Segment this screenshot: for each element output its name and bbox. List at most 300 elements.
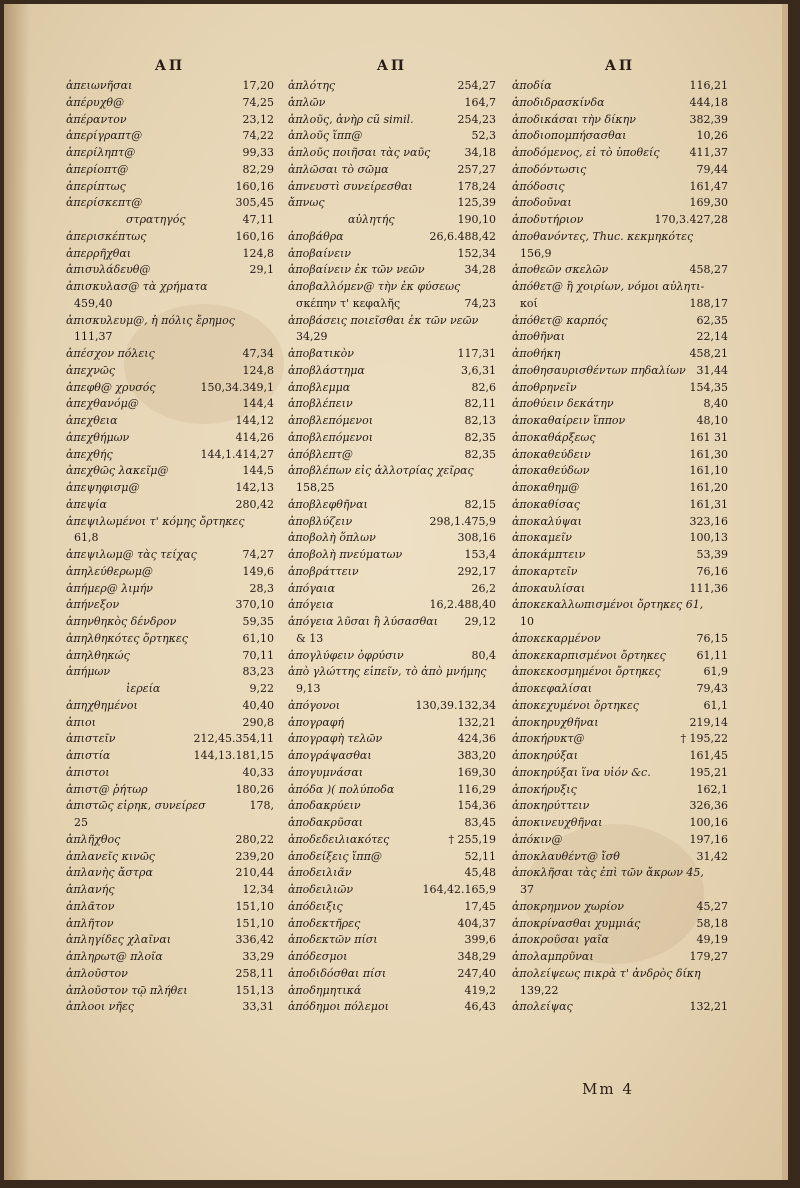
- index-entry: [288, 463, 496, 480]
- entry-reference: 83,45: [464, 816, 496, 829]
- index-entry: [512, 648, 728, 665]
- entry-term: 37: [520, 883, 534, 896]
- column-header: ΑΠ: [604, 58, 636, 74]
- index-entry: [288, 832, 496, 849]
- entry-term: ἀποκάμπτειν: [512, 548, 586, 561]
- index-entry: [288, 815, 496, 832]
- entry-reference: 154,35: [689, 380, 728, 394]
- index-entry: [288, 262, 496, 279]
- entry-term: ἀπόγεια: [288, 598, 334, 612]
- index-entry: [288, 179, 496, 196]
- entry-reference: 399,6: [464, 933, 496, 947]
- entry-reference: 383,20: [457, 749, 496, 762]
- entry-reference: 79,44: [696, 162, 728, 176]
- index-entry: [288, 748, 496, 765]
- index-entry: [512, 999, 728, 1016]
- entry-term: ἀπόγεια λῦσαι ἢ λύσασθαι: [288, 615, 438, 628]
- index-entry: [66, 748, 274, 765]
- entry-term: ἀπολείψεως πικρὰ τ' ἀνδρὸς δίκη: [512, 966, 701, 980]
- index-entry: [288, 162, 496, 179]
- entry-term: ἀποδία: [512, 79, 552, 92]
- entry-reference: 74,25: [242, 95, 274, 109]
- entry-reference: 116,21: [689, 79, 728, 92]
- index-entry: [288, 363, 496, 380]
- entry-term: ἀπισκυλευμ@, ἡ πόλις ἔρημος: [66, 313, 235, 327]
- entry-term: ἀποκαθημ@: [512, 481, 580, 494]
- index-entry: [288, 530, 496, 547]
- signature-mark: Mm 4: [582, 1080, 634, 1098]
- entry-reference: 40,40: [242, 698, 274, 712]
- index-entry: [66, 916, 274, 933]
- entry-term: ἀπειωνῆσαι: [66, 79, 133, 92]
- entry-reference: 161,20: [689, 481, 728, 494]
- entry-term: ἀπερίοπτ@: [66, 162, 129, 176]
- entry-term: ἀπιστία: [66, 749, 111, 762]
- index-entry: [66, 246, 274, 263]
- entry-reference: 258,11: [235, 966, 274, 980]
- index-entry: [288, 413, 496, 430]
- entry-reference: 179,27: [689, 950, 728, 963]
- index-entry: [512, 212, 728, 229]
- index-entry: [288, 664, 496, 681]
- entry-term: ἀπερίπτως: [66, 179, 126, 193]
- entry-term: ἀποκαυλίσαι: [512, 581, 586, 595]
- index-entry: [512, 748, 728, 765]
- entry-reference: 17,45: [464, 899, 496, 913]
- entry-term: ἀπόδοσις: [512, 179, 565, 193]
- entry-reference: 180,26: [235, 782, 274, 796]
- index-entry: [512, 195, 728, 212]
- entry-reference: 336,42: [235, 933, 274, 947]
- index-entry: [288, 128, 496, 145]
- entry-term: ἀποκεκαρπισμένοι ὄρτηκες: [512, 648, 666, 662]
- entry-reference: 144,12: [235, 414, 274, 427]
- entry-reference: † 195,22: [680, 732, 728, 746]
- entry-reference: 254,23: [457, 112, 496, 126]
- entry-term: ἀπόγονοι: [288, 698, 341, 712]
- entry-reference: 59,35: [242, 615, 274, 628]
- index-entry: [288, 396, 496, 413]
- entry-term: ἀπιστοι: [66, 765, 110, 779]
- index-entry: [288, 597, 496, 614]
- entry-list: [66, 78, 274, 1016]
- index-entry: [512, 849, 728, 866]
- index-entry: [66, 380, 274, 397]
- entry-term: ἀποβλύζειν: [288, 514, 353, 528]
- entry-term: ἀποβολὴ πνεύματων: [288, 548, 403, 561]
- index-entry: [288, 983, 496, 1000]
- entry-term: ἀπόγαια: [288, 581, 336, 595]
- entry-reference: 151,13: [235, 983, 274, 997]
- index-entry: [512, 497, 728, 514]
- entry-term: ἀποδακρύειν: [288, 799, 361, 813]
- index-entry: [288, 999, 496, 1016]
- entry-term: ἀπλῶσαι τὸ σῶμα: [288, 162, 389, 176]
- entry-term: ἀπὸ γλώττης εἰπεῖν, τὸ ἀπὸ μνήμης: [288, 665, 487, 679]
- index-entry: [66, 329, 274, 346]
- entry-term: ἀπεψία: [66, 497, 107, 511]
- index-entry: [66, 162, 274, 179]
- index-entry: [512, 698, 728, 715]
- entry-reference: 46,43: [464, 1000, 496, 1014]
- entry-reference: 419,2: [464, 983, 496, 997]
- entry-reference: 82,13: [464, 414, 496, 427]
- entry-term: ἀποδεκτῆρες: [288, 916, 361, 930]
- entry-term: 156,9: [520, 246, 552, 260]
- index-entry: [288, 329, 496, 346]
- entry-reference: 47,11: [242, 213, 274, 226]
- entry-term: ἀποδακρῦσαι: [288, 816, 363, 829]
- entry-reference: 125,39: [457, 196, 496, 210]
- entry-term: ἀποθρηνεῖν: [512, 380, 577, 394]
- index-entry: [512, 949, 728, 966]
- entry-term: ἀποβλέπων εἰς ἀλλοτρίας χεῖρας: [288, 464, 474, 478]
- index-entry: [66, 128, 274, 145]
- index-entry: [512, 530, 728, 547]
- index-column-2: [288, 56, 496, 1016]
- entry-reference: 144,1.414,27: [200, 447, 274, 461]
- entry-term: ἀπλοῦς, ἀνὴρ cũ simil.: [288, 112, 414, 126]
- entry-term: ἀποκεκαρμένον: [512, 631, 601, 645]
- entry-term: ἀποκαρτεῖν: [512, 564, 578, 578]
- entry-reference: 326,36: [689, 799, 728, 813]
- entry-term: ἀπέσχον πόλεις: [66, 347, 155, 360]
- entry-term: ἀποβολὴ ὅπλων: [288, 531, 376, 545]
- entry-term: ἀποκεκαλλωπισμένοι ὄρτηκες 61,: [512, 598, 704, 612]
- entry-reference: 45,27: [696, 899, 728, 913]
- entry-term: ἀπήμων: [66, 665, 111, 679]
- index-entry: [512, 396, 728, 413]
- entry-term: ἀποβράττειν: [288, 564, 359, 578]
- entry-list: [288, 78, 496, 1016]
- entry-term: ἀπεψηφισμ@: [66, 481, 140, 494]
- entry-term: ἀποδόμενος, εἰ τὸ ὑποθείς: [512, 146, 660, 159]
- entry-reference: 45,48: [464, 866, 496, 880]
- entry-reference: 34,28: [464, 263, 496, 277]
- entry-reference: 99,33: [242, 146, 274, 159]
- entry-reference: 169,30: [689, 196, 728, 210]
- index-entry: [66, 497, 274, 514]
- entry-reference: 308,16: [457, 531, 496, 545]
- index-entry: [288, 480, 496, 497]
- entry-reference: 414,26: [235, 430, 274, 444]
- index-entry: [66, 664, 274, 681]
- entry-term: ἀποδικάσαι τὴν δίκην: [512, 112, 636, 126]
- entry-term: ἀπηλθηκότες ὄρτηκες: [66, 631, 188, 645]
- index-entry: [512, 346, 728, 363]
- entry-term: ἀποκεφαλίσαι: [512, 682, 593, 695]
- index-entry: [66, 564, 274, 581]
- entry-term: ἀποκροῦσαι γαῖα: [512, 933, 609, 947]
- index-entry: [66, 782, 274, 799]
- entry-reference: 33,29: [242, 950, 274, 963]
- entry-reference: 219,14: [689, 715, 728, 729]
- entry-term: ἀπλοῦστον: [66, 966, 128, 980]
- index-entry: [66, 882, 274, 899]
- index-entry: [66, 145, 274, 162]
- index-entry: [66, 279, 274, 296]
- entry-reference: 150,34.349,1: [200, 380, 274, 394]
- index-entry: [288, 78, 496, 95]
- index-entry: [288, 715, 496, 732]
- index-entry: [288, 899, 496, 916]
- entry-reference: 80,4: [471, 648, 496, 662]
- entry-list: [512, 78, 728, 1016]
- entry-reference: 411,37: [689, 146, 728, 159]
- entry-term: ἀπλῆτον: [66, 916, 114, 930]
- entry-reference: 190,10: [457, 213, 496, 226]
- entry-term: ἀποδόντωσις: [512, 162, 587, 176]
- index-entry: [66, 363, 274, 380]
- index-entry: [512, 463, 728, 480]
- entry-term: ἀπλᾶτον: [66, 899, 115, 913]
- entry-reference: 33,31: [242, 1000, 274, 1014]
- entry-reference: 61,9: [703, 665, 728, 679]
- index-entry: [288, 380, 496, 397]
- entry-reference: 160,16: [235, 179, 274, 193]
- index-entry: [66, 731, 274, 748]
- entry-reference: 83,23: [242, 665, 274, 679]
- index-entry: [66, 949, 274, 966]
- entry-term: ἀπεφθ@ χρυσός: [66, 380, 156, 394]
- entry-term: ἀπόδα )( πολύποδα: [288, 782, 395, 796]
- entry-reference: 161,45: [689, 749, 728, 762]
- entry-term: κοί: [520, 296, 538, 310]
- index-entry: [66, 798, 274, 815]
- index-entry: [512, 279, 728, 296]
- entry-reference: 132,21: [457, 715, 496, 729]
- entry-reference: 82,29: [242, 162, 274, 176]
- entry-term: ἀποκηρυχθῆναι: [512, 715, 599, 729]
- index-entry: [288, 798, 496, 815]
- entry-term: ἀποκλαυθέντ@ ἴσθ: [512, 849, 620, 863]
- entry-term: ἀπηλθηκώς: [66, 648, 130, 662]
- entry-term: ἀποδείξεις ἵππ@: [288, 849, 382, 863]
- entry-reference: 8,40: [703, 397, 728, 411]
- index-entry: [512, 782, 728, 799]
- entry-reference: 9,22: [249, 682, 274, 695]
- index-entry: [66, 698, 274, 715]
- entry-term: ἀποδιδρασκίνδα: [512, 95, 605, 109]
- column-header: ΑΠ: [376, 58, 408, 74]
- index-entry: [66, 648, 274, 665]
- entry-reference: 153,4: [464, 548, 496, 561]
- entry-reference: 149,6: [242, 564, 274, 578]
- index-entry: [66, 430, 274, 447]
- entry-term: ἀποκαθάρξεως: [512, 430, 596, 444]
- entry-term: ἀποβλεπόμενοι: [288, 414, 374, 427]
- index-entry: [66, 262, 274, 279]
- entry-term: ἀπόδημοι πόλεμοι: [288, 1000, 389, 1014]
- index-entry: [288, 865, 496, 882]
- entry-reference: 40,33: [242, 765, 274, 779]
- entry-reference: 178,24: [457, 179, 496, 193]
- index-entry: [512, 480, 728, 497]
- index-entry: [66, 396, 274, 413]
- entry-reference: 154,36: [457, 799, 496, 813]
- entry-reference: 424,36: [457, 732, 496, 746]
- entry-term: ἀποδειλιᾶν: [288, 866, 352, 880]
- entry-term: ἀπόθετ@ ἢ χοιρίων, νόμοι αὐλητι-: [512, 280, 705, 293]
- entry-reference: 280,22: [235, 832, 274, 846]
- entry-reference: 61,11: [696, 648, 728, 662]
- entry-reference: 161,10: [689, 464, 728, 478]
- index-entry: [66, 815, 274, 832]
- index-entry: [288, 346, 496, 363]
- entry-term: ἀποδημητικά: [288, 983, 362, 997]
- entry-reference: 161,30: [689, 447, 728, 461]
- index-entry: [288, 698, 496, 715]
- entry-reference: 404,37: [457, 916, 496, 930]
- entry-term: ἀπογυμνάσαι: [288, 765, 364, 779]
- entry-term: αὐλητής: [348, 213, 395, 226]
- index-entry: [66, 614, 274, 631]
- entry-term: ἀποκλῆσαι τὰς ἐπὶ τῶν ἄκρων 45,: [512, 866, 704, 880]
- index-entry: [288, 95, 496, 112]
- index-entry: [66, 865, 274, 882]
- index-entry: [288, 916, 496, 933]
- index-entry: [512, 128, 728, 145]
- entry-term: ἀπλότης: [288, 79, 336, 92]
- entry-reference: 61,1: [703, 698, 728, 712]
- entry-term: ἀπεχθῶς λακεῖμ@: [66, 464, 169, 478]
- entry-term: 10: [520, 615, 534, 628]
- entry-reference: 382,39: [689, 112, 728, 126]
- entry-reference: 370,10: [235, 598, 274, 612]
- index-entry: [66, 212, 274, 229]
- entry-reference: 82,11: [464, 397, 496, 411]
- entry-term: ἀποκήρυκτ@: [512, 732, 585, 746]
- index-entry: [512, 631, 728, 648]
- entry-term: ἀπερίγραπτ@: [66, 129, 143, 143]
- index-entry: [512, 547, 728, 564]
- index-column-1: [66, 56, 274, 1016]
- entry-reference: 82,15: [464, 497, 496, 511]
- entry-term: ἀποκηρύξαι: [512, 749, 579, 762]
- index-entry: [66, 631, 274, 648]
- entry-term: ἀποβάσεις ποιεῖσθαι ἐκ τῶν νεῶν: [288, 313, 479, 327]
- entry-reference: 74,23: [464, 296, 496, 310]
- entry-term: ἀπήνεξον: [66, 598, 120, 612]
- entry-term: ἱερεία: [126, 682, 161, 695]
- index-entry: [66, 932, 274, 949]
- index-entry: [512, 313, 728, 330]
- entry-reference: 170,3.427,28: [654, 213, 728, 226]
- index-entry: [512, 78, 728, 95]
- entry-reference: 164,42.165,9: [422, 883, 496, 896]
- entry-reference: 74,22: [242, 129, 274, 143]
- index-entry: [66, 715, 274, 732]
- entry-reference: 53,39: [696, 548, 728, 561]
- entry-reference: 247,40: [457, 966, 496, 980]
- book-page: [4, 4, 788, 1180]
- index-entry: [512, 731, 728, 748]
- entry-term: ἀποθήκη: [512, 347, 561, 360]
- entry-term: ἀποκαθαίρειν ἵππον: [512, 414, 626, 427]
- entry-reference: 62,35: [696, 313, 728, 327]
- entry-term: σκέπην τ' κεφαλῆς: [296, 296, 401, 310]
- entry-reference: 292,17: [457, 564, 496, 578]
- entry-term: ἀποθησαυρισθέντων πηδαλίων: [512, 363, 686, 377]
- index-entry: [66, 983, 274, 1000]
- entry-reference: 79,43: [696, 682, 728, 695]
- entry-term: 158,25: [296, 481, 335, 494]
- index-entry: [512, 564, 728, 581]
- index-entry: [66, 597, 274, 614]
- entry-term: ἀποδεδειλιακότες: [288, 832, 390, 846]
- entry-reference: 76,15: [696, 631, 728, 645]
- entry-term: ἀπιστεῖν: [66, 732, 116, 746]
- index-entry: [512, 581, 728, 598]
- entry-term: ἀποκηρύττειν: [512, 799, 590, 813]
- entry-reference: 82,35: [464, 447, 496, 461]
- index-entry: [66, 514, 274, 531]
- entry-term: ἀποδειλιῶν: [288, 883, 354, 896]
- page-gutter-shadow: [4, 4, 30, 1180]
- index-entry: [512, 380, 728, 397]
- index-entry: [288, 765, 496, 782]
- entry-term: ἀποβλεπόμενοι: [288, 430, 374, 444]
- entry-term: 111,37: [74, 330, 113, 344]
- entry-reference: 305,45: [235, 196, 274, 210]
- entry-term: ἀποβατικὸν: [288, 347, 354, 360]
- entry-term: ἀπεχθανόμ@: [66, 397, 139, 411]
- entry-reference: 26,6.488,42: [429, 229, 496, 243]
- entry-reference: 10,26: [696, 129, 728, 143]
- entry-term: ἀποδεκτῶν πίσι: [288, 933, 378, 947]
- index-entry: [288, 949, 496, 966]
- index-entry: [512, 514, 728, 531]
- entry-term: ἀποκαθίσας: [512, 497, 580, 511]
- entry-term: ἀπιοι: [66, 715, 96, 729]
- entry-term: ἀποδυτήριον: [512, 213, 584, 226]
- index-entry: [512, 296, 728, 313]
- index-entry: [66, 296, 274, 313]
- entry-term: ἀπισκυλασ@ τὰ χρήματα: [66, 280, 208, 293]
- index-entry: [66, 581, 274, 598]
- entry-term: ἀπλανής: [66, 883, 115, 896]
- entry-reference: 142,13: [235, 481, 274, 494]
- entry-reference: 210,44: [235, 866, 274, 880]
- entry-term: 61,8: [74, 531, 99, 545]
- index-entry: [66, 112, 274, 129]
- entry-term: ἀπερίληπτ@: [66, 146, 136, 159]
- index-entry: [288, 648, 496, 665]
- entry-reference: 212,45.354,11: [193, 732, 274, 746]
- index-entry: [288, 145, 496, 162]
- entry-reference: 26,2: [471, 581, 496, 595]
- entry-term: ἀπερίσκεπτ@: [66, 196, 143, 210]
- index-entry: [288, 112, 496, 129]
- index-entry: [512, 681, 728, 698]
- index-entry: [288, 195, 496, 212]
- index-entry: [512, 983, 728, 1000]
- index-entry: [288, 882, 496, 899]
- index-entry: [512, 329, 728, 346]
- entry-reference: 100,16: [689, 816, 728, 829]
- index-entry: [66, 413, 274, 430]
- entry-term: ἀποδιδόσθαι πίσι: [288, 966, 387, 980]
- entry-reference: 124,8: [242, 363, 274, 377]
- entry-reference: 116,29: [457, 782, 496, 796]
- entry-term: ἀποβλεμμα: [288, 380, 351, 394]
- index-entry: [512, 664, 728, 681]
- entry-term: ἄπνως: [288, 196, 325, 210]
- entry-term: ἀποβλέπειν: [288, 397, 353, 411]
- entry-term: 25: [74, 816, 88, 829]
- entry-term: ἀπεχθήμων: [66, 430, 130, 444]
- entry-reference: 22,14: [696, 330, 728, 344]
